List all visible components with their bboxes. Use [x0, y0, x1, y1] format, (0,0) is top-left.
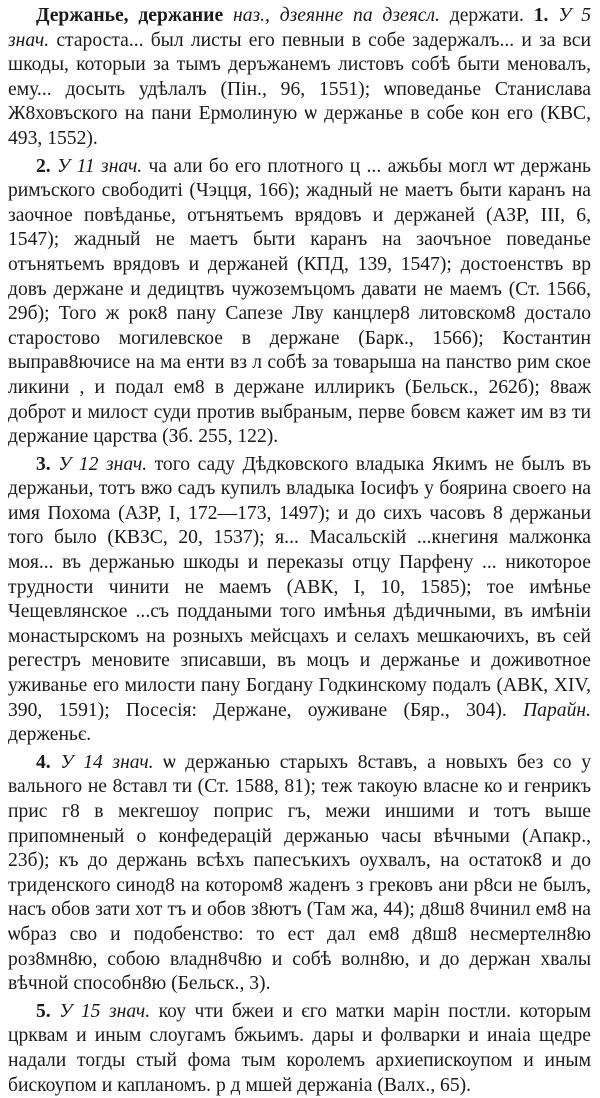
sense-number: 1.: [533, 5, 549, 26]
sense-number: 2.: [36, 155, 51, 177]
lemma: держати.: [439, 5, 524, 26]
sense-note: У 12 знач.: [58, 453, 148, 475]
sense-text: ча али бо его плотного ц ... ажьбы могл ѡт держань римъского свободиті (Чэцця, 166); жадный не маетъ быти каранъ на заочное повѣданье, отънятьемъ врядовъ и держаней (АЗР, III, 6, 1547); жадный не маетъ быти каранъ на заочъное поведанье отънятьемъ врядовъ и держаней (КПД, 139, 1547); достоенствъ вр довъ держане и дедицтвъ чужоземъцомъ давати не маемъ (Ст. 1566, 29б); Того ж рок8 пану Сапезе Лву канцлер8 литовском8 достало старостово могилевское в держане (Барк., 1566); Костантин выправ8ючисе на ма енти вз л собѣ за товарыша на панство рим ское ликини , и подал ем8 в держане иллирикъ (Бельск., 262б); 8важ доброт и милост суди против выбраным, перве бовєм кажет им вз ти держание царства (Зб. 255, 122).: [8, 155, 591, 448]
grammar-note: наз., дзеянне па дзеясл.: [232, 5, 440, 26]
sense-4: [8, 751, 591, 997]
sense-note: У 14 знач.: [60, 751, 154, 773]
sense-text: ѡ держанью старыхъ 8ставъ, а новыхъ без со у вального не 8ставл ти (Ст. 1588, 81); теж такоую власне ко и генрикъ прис г8 в мекгешоу поприс гъ, межи иншими и тотъ выше припомненый о конфедерацій держанью часы вѣчными (Апакр., 23б); къ до держань всѣхъ папесъкихъ оухвалъ, на остаток8 и до триденского синод8 на котором8 жаденъ з грековъ ани р8си не былъ, насъ обов зати хот тъ и обов з8ютъ (Там жа, 44); д8ш8 8чинил ем8 на ѡбраз сво и подобенство: то ест дал ем8 д8ш8 несмертелн8ю роз8мн8ю, собою владн8ч8ю и собѣ волн8ю, и до держан хвалы вѣчной способн8ю (Бельск., 3).: [8, 751, 591, 995]
sense-number: 3.: [36, 453, 51, 475]
sense-5: [8, 1000, 591, 1098]
sense-text: коу чти бжеи и єго матки марін постли. которым црквам и иным слоугамъ бжьимъ. дары и фолварки и инаіа щедре надали тогды стый фома тым королемъ архиепискоупом и иным бискоупом и капланомъ. р д мшей держаніа (Валх., 65).: [8, 1000, 591, 1096]
sense-note: У 5 знач.: [8, 5, 592, 51]
sense-1: [8, 4, 591, 152]
sense-note: У 11 знач.: [57, 155, 143, 177]
sense-number: 4.: [36, 751, 51, 773]
paradigm-text: держеньє.: [8, 724, 92, 746]
sense-text: староста... был листы его певныи в собе задержалъ... и за вси шкоды, которыи за тымъ деръжанемъ листовъ собѣ быти меновалъ, ему... досыть удѣлалъ (Пін., 96, 1551); ѡповеданье Станислава Ж8ховъского на пани Ермолиную ѡ держанье в собе кон его (КВС, 493, 1552).: [8, 29, 591, 149]
sense-2: [8, 155, 591, 450]
headword: Держанье, держание: [36, 5, 224, 26]
sense-note: У 15 знач.: [59, 1000, 151, 1022]
sense-number: 5.: [36, 1000, 51, 1022]
sense-3: [8, 453, 591, 748]
sense-text: того саду Дѣдковского владыка Якимъ не былъ въ держаньи, тотъ вжо садъ купилъ владыка Іосифъ у боярина своего на имя Похома (АЗР, I, 172—173, 1497); и до сихъ часовъ 8 держаньи того было (КВЗС, 20, 1537); я... Масальскій ...кнегиня малжонка моя... въ держанью шкоды и переказы отцу Парфену ... никоторое трудности чинити не маемъ (АВК, I, 10, 1585); тое имѣнье Чещевлянское ...съ поддаными того имѣнья дѣдичными, въ имѣніи монастырскомъ на розныхъ мейсцахъ и селахъ мешкаючихъ, въ сей регестръ меновите зписавши, въ моцъ и держанье и доживотное уживанье его милости пану Богдану Годкинскому подалъ (АВК, XIV, 390, 1591); Посесія: Держане, оуживане (Бяр., 304).: [8, 453, 591, 721]
paradigm-label: Парайн.: [523, 699, 591, 721]
